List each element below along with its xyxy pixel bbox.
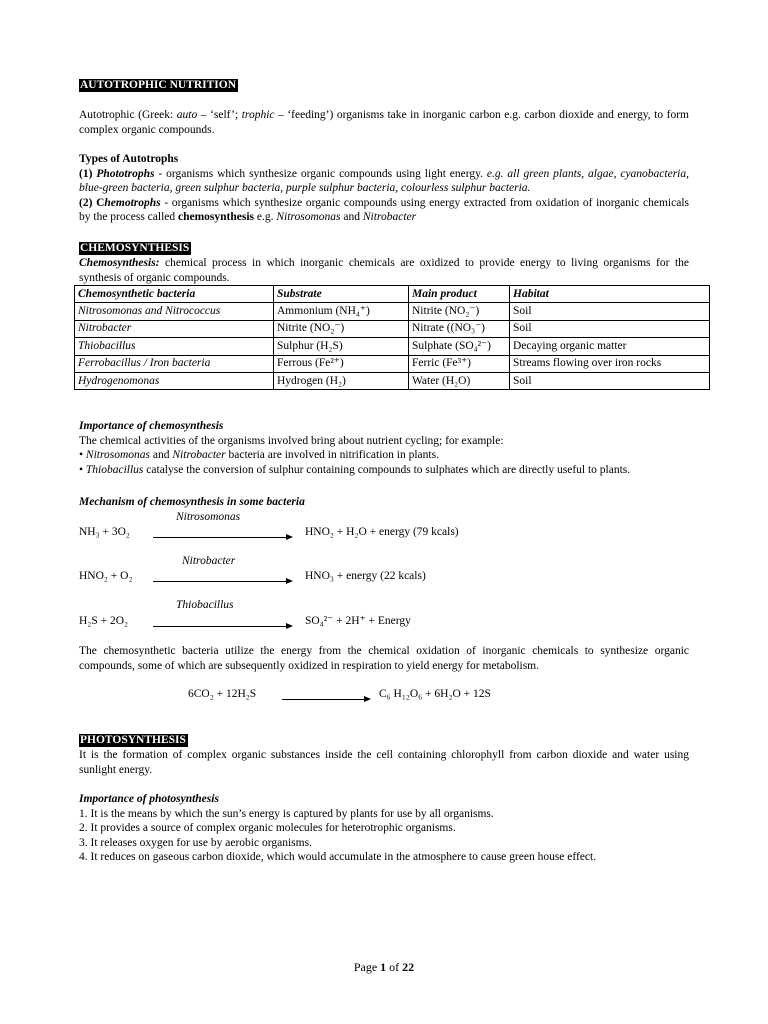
reaction-arrow-icon xyxy=(153,581,291,582)
table-cell: Hydrogen (H₂) xyxy=(274,372,409,389)
photosynthesis-heading xyxy=(79,733,689,748)
table-cell: Nitrate ((NO₃⁻) xyxy=(409,320,510,337)
list-item: • Thiobacillus catalyse the conversion of sulphur containing compounds to sulphates which are directly useful to plants. xyxy=(79,463,631,476)
section-heading-chemosynthesis: CHEMOSYNTHESIS xyxy=(80,242,190,254)
table-cell: Thiobacillus xyxy=(75,338,274,355)
bullet-icon: • xyxy=(79,463,86,476)
equation-2-products: HNO₃ + energy (22 kcals) xyxy=(305,570,426,582)
equation-4-products: C₆ H₁₂O₆ + 6H₂O + 12S xyxy=(379,688,491,700)
importance-heading: Importance of chemosynthesis xyxy=(79,420,224,432)
section-heading-photosynthesis: PHOTOSYNTHESIS xyxy=(80,734,186,746)
table-header-row xyxy=(75,286,710,303)
list-item: • Nitrosomonas and Nitrobacter bacteria are involved in nitrification in plants. xyxy=(79,449,439,462)
table-cell: Streams flowing over iron rocks xyxy=(510,355,710,372)
importance-of-chemosynthesis: Importance of chemosynthesis The chemical activities of the organisms involved bring about nutrient cycling; for example: • Nitrosomonas and Nitrobacter bacteria are involved in nitrification in plants. • Thiobacillus catalyse the conversion of sulphur containing compounds to sulphates which are directly useful to plants. xyxy=(79,419,689,477)
bullet-icon: • xyxy=(79,449,86,462)
table-row xyxy=(75,355,710,372)
types-of-autotrophs xyxy=(79,152,689,225)
table-cell: Ferrobacillus / Iron bacteria xyxy=(75,355,274,372)
list-item: 4. It reduces on gaseous carbon dioxide, which would accumulate in the atmosphere to cause green house effect. xyxy=(79,851,597,864)
section-heading-autotrophic: AUTOTROPHIC NUTRITION xyxy=(80,79,237,91)
equation-2-enzyme-label: Nitrobacter xyxy=(182,555,236,567)
reaction-arrow-icon xyxy=(282,699,369,700)
equation-1-products: HNO₂ + H₂O + energy (79 kcals) xyxy=(305,526,459,538)
chemosynthesis-summary: The chemosynthetic bacteria utilize the energy from the chemical oxidation of inorganic chemicals to synthesize organic compounds, some of which are subsequently oxidized in respiration to yield energy for metabolism. xyxy=(79,645,689,672)
table-cell: Nitrite (NO₂⁻) xyxy=(409,303,510,320)
intro-paragraph: Autotrophic (Greek: auto – ‘self’; trophic – ‘feeding’) organisms take in inorganic carbon e.g. carbon dioxide and energy, to form complex organic compounds. xyxy=(79,109,689,136)
table-cell: Sulphur (H₂S) xyxy=(274,338,409,355)
table-header: Habitat xyxy=(510,286,710,303)
table-cell: Sulphate (SO₄²⁻) xyxy=(409,338,510,355)
autotrophic-heading xyxy=(79,78,689,93)
list-item: 1. It is the means by which the sun’s energy is captured by plants for use by all organisms. xyxy=(79,807,494,820)
type-chemotrophs: (2) Chemotrophs - organisms which synthesize organic compounds using energy extracted from oxidation of inorganic chemicals by the process called chemosynthesis e.g. Nitrosomonas and Nitrobacter xyxy=(79,196,689,224)
chemosynthesis-heading xyxy=(79,241,689,256)
table-cell: Ferric (Fe³⁺) xyxy=(409,355,510,372)
table-row xyxy=(75,372,710,389)
photosynthesis-definition: It is the formation of complex organic substances inside the cell containing chlorophyll from carbon dioxide and water using sunlight energy. xyxy=(79,749,689,776)
table-cell: Decaying organic matter xyxy=(510,338,710,355)
table-cell: Nitrobacter xyxy=(75,320,274,337)
table-row xyxy=(75,320,710,337)
equation-3-reactants: H₂S + 2O₂ xyxy=(79,615,129,627)
table-cell: Nitrosomonas and Nitrococcus xyxy=(75,303,274,320)
table-header: Chemosynthetic bacteria xyxy=(75,286,274,303)
equation-3-products: SO₄²⁻ + 2H⁺ + Energy xyxy=(305,615,411,627)
table-row xyxy=(75,303,710,320)
mechanism-heading: Mechanism of chemosynthesis in some bacteria xyxy=(79,496,305,508)
page-number-footer: Page 1 of 22 xyxy=(353,960,415,974)
reaction-arrow-icon xyxy=(153,537,291,538)
table-cell: Hydrogenomonas xyxy=(75,372,274,389)
table-cell: Soil xyxy=(510,372,710,389)
table-cell: Ferrous (Fe²⁺) xyxy=(274,355,409,372)
importance-of-photosynthesis xyxy=(79,792,689,865)
table-cell: Soil xyxy=(510,320,710,337)
autotrophic-intro xyxy=(79,108,689,137)
chemosynthesis-definition: Chemosynthesis: chemical process in which inorganic chemicals are oxidized to provide energy to living organisms for the synthesis of organic compounds. xyxy=(79,257,689,284)
table-row xyxy=(75,338,710,355)
type-phototrophs: (1) Phototrophs - organisms which synthesize organic compounds using light energy. e.g. all green plants, algae, cyanobacteria, blue-green bacteria, green sulphur bacteria, purple sulphur bacteria, colourless sulphur bacteria. xyxy=(79,167,689,195)
equation-2-reactants: HNO₂ + O₂ xyxy=(79,570,133,582)
list-item: 3. It releases oxygen for use by aerobic organisms. xyxy=(79,836,312,849)
importance-heading: Importance of photosynthesis xyxy=(79,793,219,805)
list-item: 2. It provides a source of complex organic molecules for heterotrophic organisms. xyxy=(79,822,456,835)
table-cell: Nitrite (NO₂⁻) xyxy=(274,320,409,337)
chemosynthetic-bacteria-table xyxy=(74,285,710,390)
table-header: Substrate xyxy=(274,286,409,303)
types-heading: Types of Autotrophs xyxy=(79,153,179,165)
equation-4-reactants: 6CO₂ + 12H₂S xyxy=(188,688,257,700)
equation-1-enzyme-label: Nitrosomonas xyxy=(176,511,241,523)
table-cell: Soil xyxy=(510,303,710,320)
reaction-arrow-icon xyxy=(153,626,291,627)
equation-1-reactants: NH₃ + 3O₂ xyxy=(79,526,130,538)
table-cell: Ammonium (NH₄⁺) xyxy=(274,303,409,320)
table-cell: Water (H₂O) xyxy=(409,372,510,389)
table-header: Main product xyxy=(409,286,510,303)
equation-3-enzyme-label: Thiobacillus xyxy=(176,599,234,611)
